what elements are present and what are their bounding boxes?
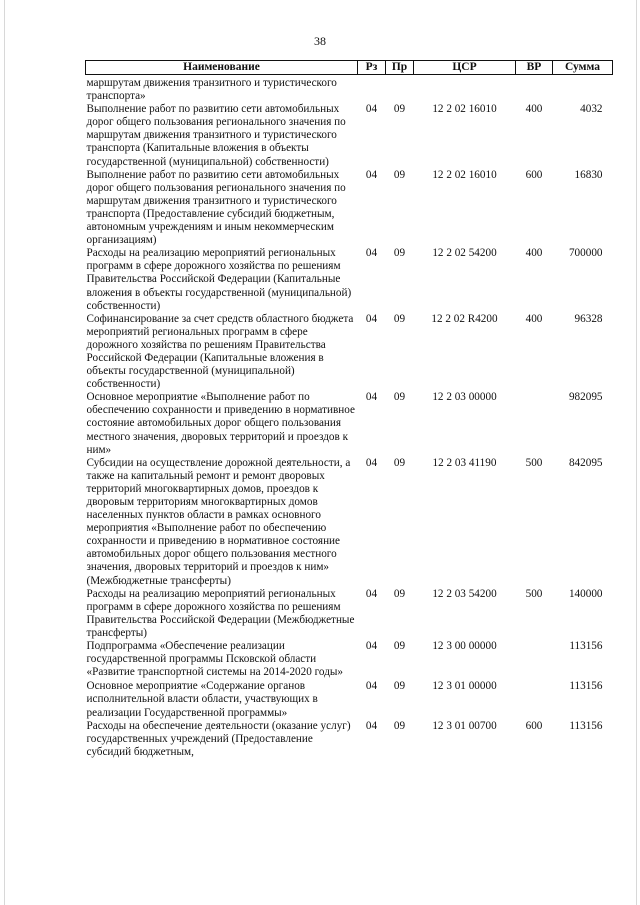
table-body bbox=[86, 75, 613, 759]
header-row bbox=[86, 61, 613, 75]
row-sum bbox=[553, 75, 613, 104]
table-row bbox=[86, 640, 613, 679]
row-rz: 04 bbox=[365, 640, 378, 653]
row-csr bbox=[414, 75, 516, 104]
table-row bbox=[86, 720, 613, 759]
row-csr: 12 2 03 54200 bbox=[432, 587, 497, 600]
row-name: Субсидии на осуществление дорожной деятельности, а также на капитальный ремонт и ремонт дворовых территорий многоквартирных домов, проездов к дворовым территориям многоквартирных домов населенных пунктов области в рамках основного мероприятия «Выполнение работ по обеспечению сохранности и приведению в нормативное состояние автомобильных дорог общего пользования местного значения, дворовых территорий и проездов к ним» (Межбюджетные трансферты) bbox=[86, 456, 351, 587]
row-name: Подпрограмма «Обеспечение реализации государственной программы Псковской области «Развитие транспортной системы на 2014-2020 годы» bbox=[86, 640, 343, 679]
row-csr: 12 3 01 00700 bbox=[432, 719, 497, 732]
header-vr: ВР bbox=[516, 61, 553, 75]
header-rz: Рз bbox=[358, 61, 386, 75]
page-number: 38 bbox=[314, 34, 326, 48]
table-row bbox=[86, 247, 613, 312]
table-row bbox=[86, 169, 613, 248]
row-vr: 400 bbox=[525, 312, 543, 325]
row-vr: 600 bbox=[525, 719, 543, 732]
row-sum: 4032 bbox=[580, 103, 603, 116]
row-name: Основное мероприятие «Выполнение работ по обеспечению сохранности и приведению в нормативное состояние автомобильных дорог общего пользования местного значения, дворовых территорий и проездов к ним» bbox=[86, 391, 355, 456]
header-pr: Пр bbox=[386, 61, 414, 75]
row-rz: 04 bbox=[365, 456, 378, 469]
row-vr: 400 bbox=[525, 103, 543, 116]
row-rz: 04 bbox=[365, 168, 378, 181]
table-row bbox=[86, 103, 613, 168]
row-pr: 09 bbox=[393, 640, 406, 653]
header-sum: Сумма bbox=[553, 61, 613, 75]
table-row bbox=[86, 313, 613, 392]
scan-edge-left bbox=[4, 0, 5, 905]
table-row bbox=[86, 457, 613, 588]
scan-edge-right bbox=[636, 0, 637, 905]
row-sum: 113156 bbox=[569, 719, 603, 732]
row-pr: 09 bbox=[393, 312, 406, 325]
row-rz: 04 bbox=[365, 247, 378, 260]
row-name: Расходы на реализацию мероприятий региональных программ в сфере дорожного хозяйства по решениям Правительства Российской Федерации (Межбюджетные трансферты) bbox=[86, 587, 355, 639]
row-pr: 09 bbox=[393, 719, 406, 732]
row-vr: 400 bbox=[525, 247, 543, 260]
row-pr: 09 bbox=[393, 391, 406, 404]
row-rz bbox=[358, 75, 386, 104]
row-vr bbox=[516, 391, 553, 456]
table-row bbox=[86, 588, 613, 640]
table-header bbox=[86, 61, 613, 75]
row-name: Выполнение работ по развитию сети автомобильных дорог общего пользования регионального значения по маршрутам движения транзитного и туристического транспорта (Капитальные вложения в объекты государственной (муниципальной) собственности) bbox=[86, 103, 346, 168]
table-row bbox=[86, 391, 613, 456]
row-sum: 16830 bbox=[574, 168, 603, 181]
row-name: Основное мероприятие «Содержание органов исполнительной власти области, участвующих в реализации Государственной программы» bbox=[86, 680, 318, 719]
row-pr: 09 bbox=[393, 680, 406, 693]
row-sum: 113156 bbox=[569, 680, 603, 693]
row-csr: 12 3 01 00000 bbox=[432, 680, 497, 693]
row-pr: 09 bbox=[393, 247, 406, 260]
row-name: маршрутам движения транзитного и туристического транспорта» bbox=[86, 77, 337, 103]
row-sum: 140000 bbox=[568, 587, 603, 600]
row-pr bbox=[386, 75, 414, 104]
row-csr: 12 2 02 16010 bbox=[432, 103, 497, 116]
row-sum: 982095 bbox=[568, 391, 603, 404]
row-name: Расходы на реализацию мероприятий региональных программ в сфере дорожного хозяйства по решениям Правительства Российской Федерации (Капитальные вложения в объекты государственной (муниципальной) собственности) bbox=[86, 247, 352, 312]
row-vr: 600 bbox=[525, 168, 543, 181]
table-row bbox=[86, 679, 613, 719]
row-sum: 700000 bbox=[568, 247, 603, 260]
row-sum: 842095 bbox=[568, 456, 603, 469]
row-pr: 09 bbox=[393, 103, 406, 116]
row-csr: 12 2 02 54200 bbox=[432, 247, 497, 260]
row-rz: 04 bbox=[365, 103, 378, 116]
table-row bbox=[86, 75, 613, 104]
row-vr: 500 bbox=[525, 456, 543, 469]
row-csr: 12 2 03 41190 bbox=[432, 456, 497, 469]
row-csr: 12 2 02 R4200 bbox=[431, 312, 498, 325]
budget-table bbox=[85, 60, 613, 759]
row-name: Расходы на обеспечение деятельности (оказание услуг) государственных учреждений (Предоставление субсидий бюджетным, bbox=[86, 719, 351, 758]
row-csr: 12 3 00 00000 bbox=[432, 640, 497, 653]
row-pr: 09 bbox=[393, 587, 406, 600]
row-sum: 96328 bbox=[574, 312, 603, 325]
row-rz: 04 bbox=[365, 680, 378, 693]
row-rz: 04 bbox=[365, 719, 378, 732]
row-name: Выполнение работ по развитию сети автомобильных дорог общего пользования регионального значения по маршрутам движения транзитного и туристического транспорта (Предоставление субсидий бюджетным, автономным учреждениям и иным некоммерческим организациям) bbox=[86, 168, 346, 247]
header-name: Наименование bbox=[86, 61, 358, 75]
header-csr: ЦСР bbox=[414, 61, 516, 75]
row-csr: 12 2 02 16010 bbox=[432, 168, 497, 181]
row-vr bbox=[516, 75, 553, 104]
row-pr: 09 bbox=[393, 168, 406, 181]
row-rz: 04 bbox=[365, 587, 378, 600]
row-pr: 09 bbox=[393, 456, 406, 469]
row-sum: 113156 bbox=[569, 640, 603, 653]
row-vr bbox=[516, 640, 553, 679]
row-vr: 500 bbox=[525, 587, 543, 600]
row-csr: 12 2 03 00000 bbox=[432, 391, 497, 404]
row-vr bbox=[516, 679, 553, 719]
row-rz: 04 bbox=[365, 312, 378, 325]
row-name: Софинансирование за счет средств областного бюджета мероприятий региональных программ в сфере дорожного хозяйства по решениям Правительства Российской Федерации (Капитальные вложения в объекты государственной (муниципальной) собственности) bbox=[86, 312, 354, 391]
row-rz: 04 bbox=[365, 391, 378, 404]
